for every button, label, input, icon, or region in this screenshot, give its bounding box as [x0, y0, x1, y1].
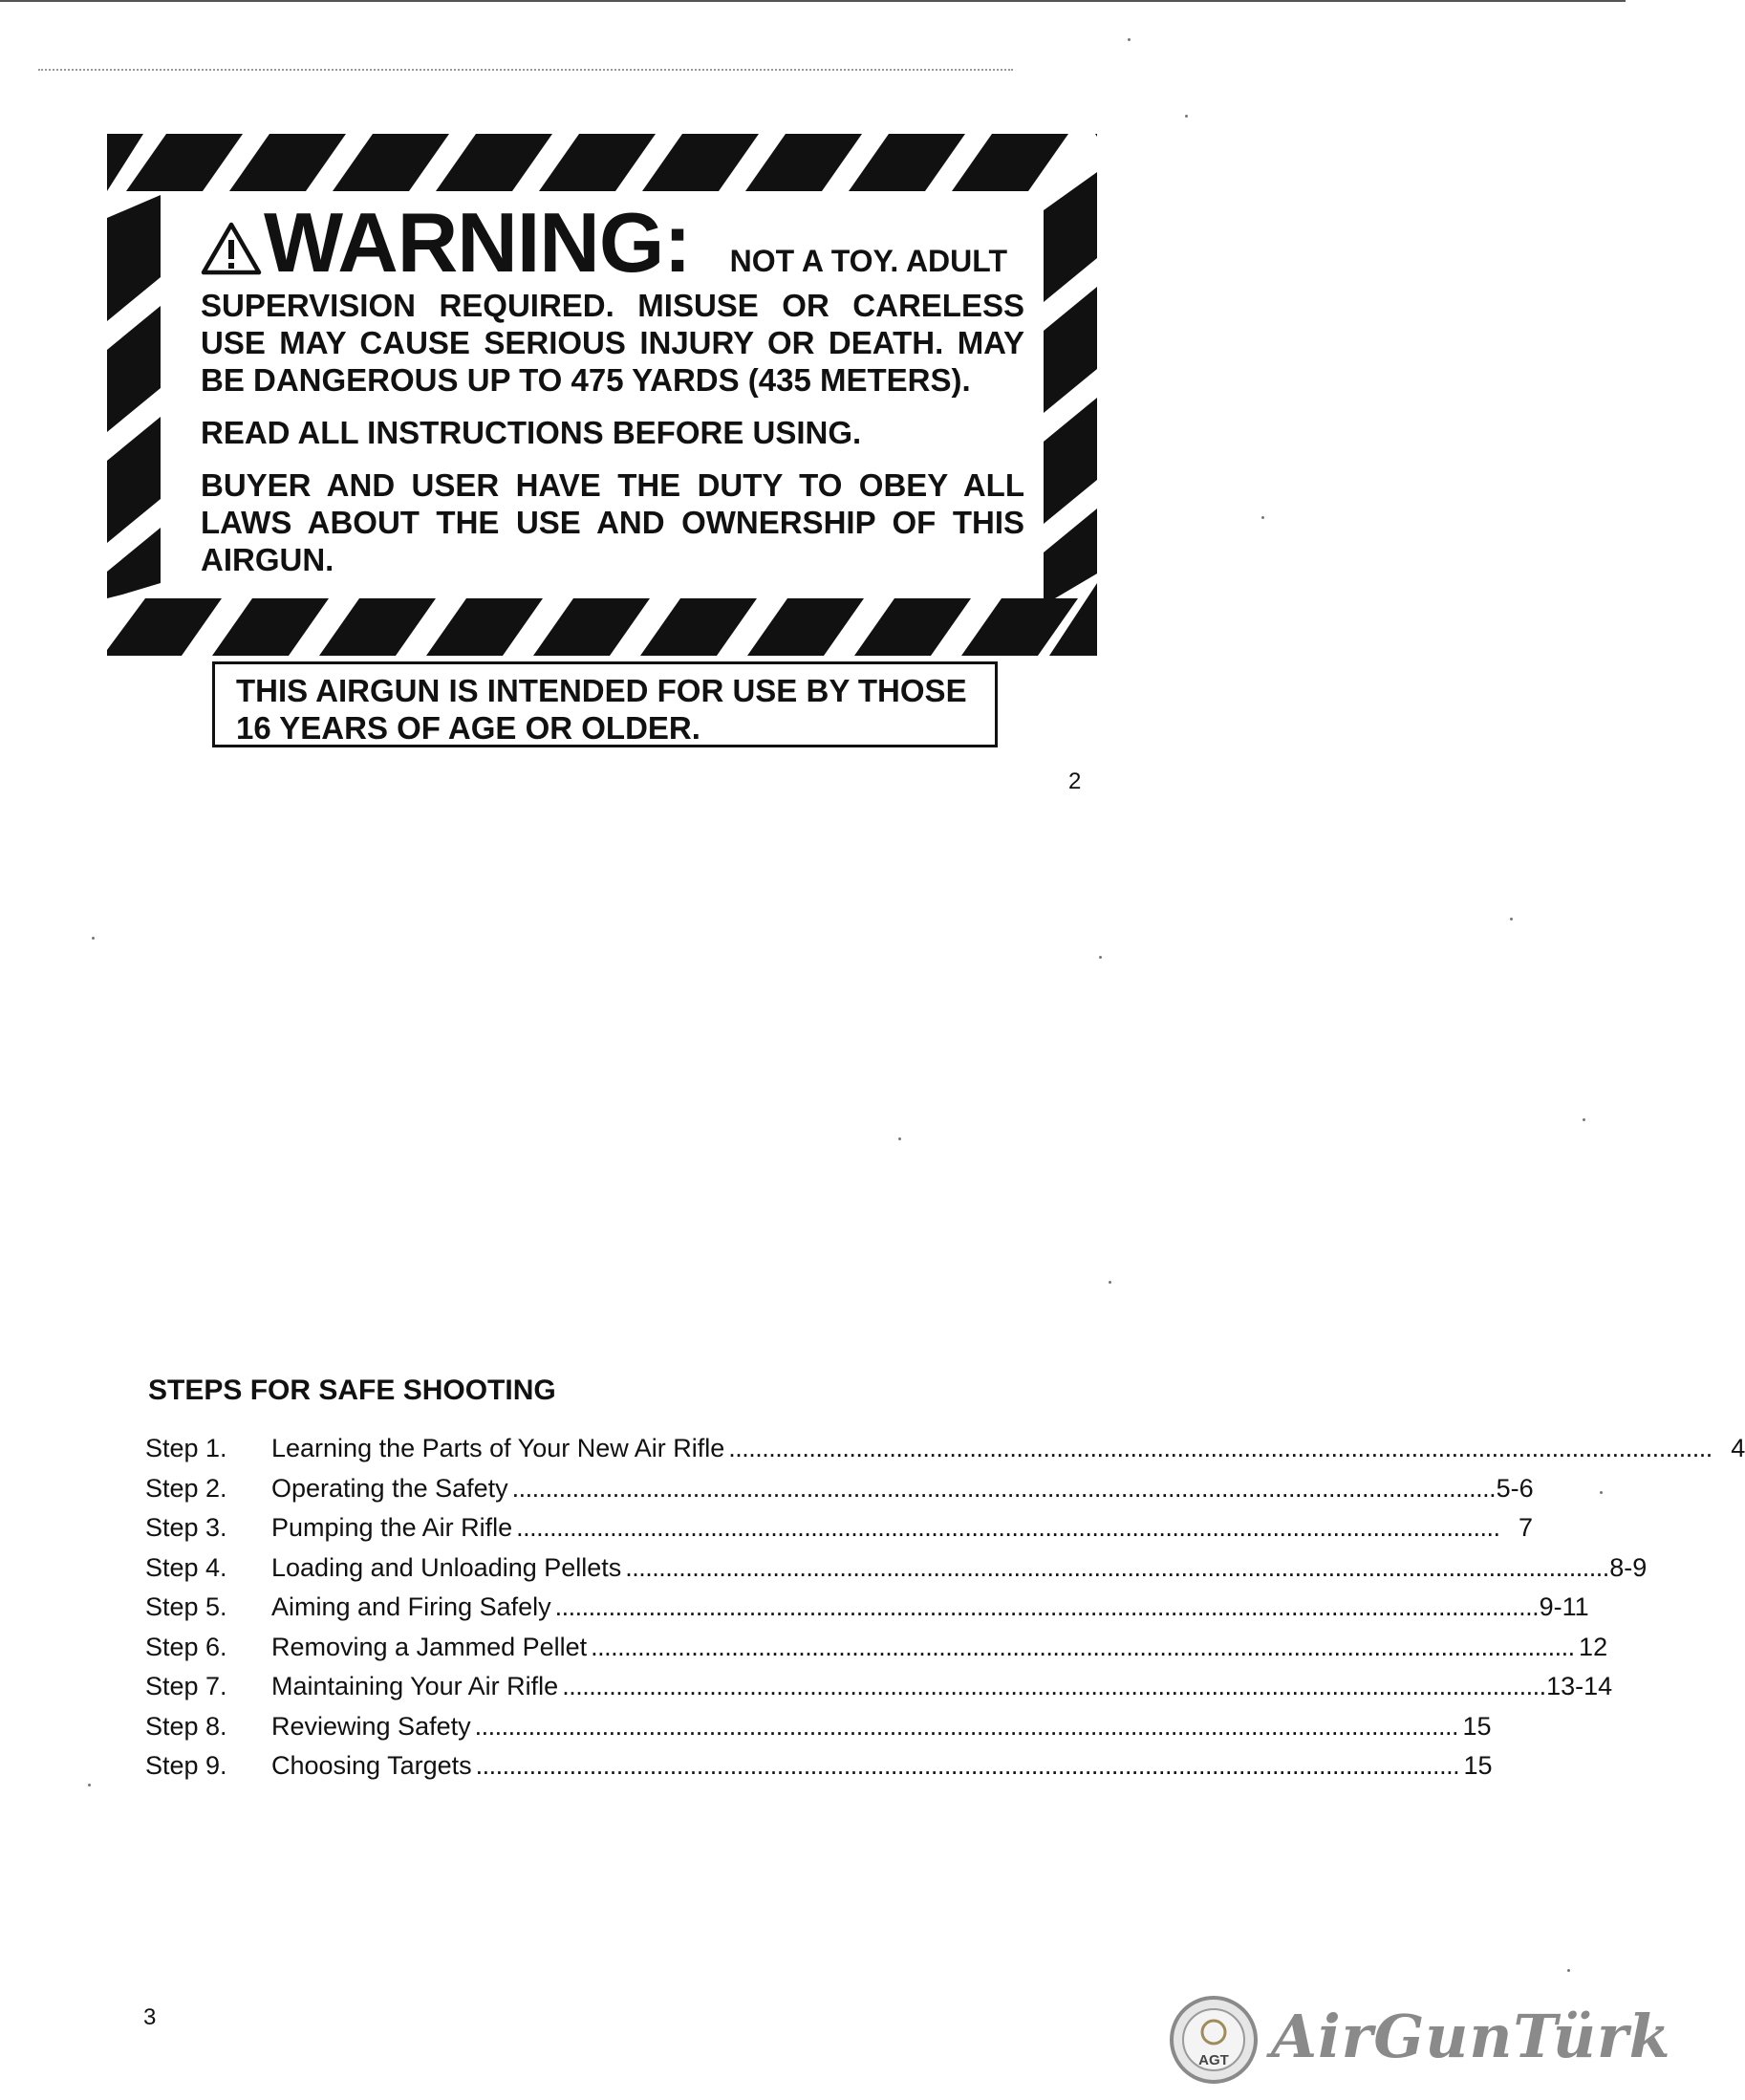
age-notice-line-2: 16 YEARS OF AGE OR OLDER. [236, 710, 700, 746]
scan-speck [1099, 956, 1102, 959]
scan-speck [1583, 1118, 1585, 1121]
warning-lead-text: NOT A TOY. ADULT [729, 244, 1007, 278]
toc-leader-dots [625, 1553, 1605, 1583]
scan-speck [898, 1137, 901, 1140]
toc-leader-dots [476, 1751, 1456, 1781]
toc-entry-title: Operating the Safety [271, 1473, 508, 1503]
toc-step-label: Step 4. [145, 1552, 227, 1582]
toc-row [145, 1552, 1648, 1593]
scan-speck [1510, 918, 1513, 920]
toc-row [145, 1592, 1589, 1633]
toc-leader-dots [591, 1633, 1571, 1662]
toc-page-number: 15 [1463, 1751, 1493, 1780]
toc-page-number: 9-11 [1539, 1592, 1589, 1621]
toc-page-number: 13-14 [1546, 1672, 1613, 1700]
toc-entry-title: Learning the Parts of Your New Air Rifle [271, 1434, 725, 1462]
scan-speck [88, 1784, 91, 1786]
toc-row [145, 1473, 1534, 1514]
toc-row [145, 1513, 1534, 1553]
table-of-contents [145, 1434, 1745, 1791]
scan-speck [1567, 1969, 1570, 1972]
toc-leader-dots [555, 1592, 1536, 1622]
toc-step-label: Step 2. [145, 1473, 227, 1503]
warning-triangle-icon [201, 222, 262, 275]
scan-speck [92, 937, 95, 940]
page-number-lower: 3 [143, 2004, 157, 2030]
toc-leader-dots [516, 1513, 1497, 1543]
toc-entry-title: Pumping the Air Rifle [271, 1513, 513, 1542]
toc-page-number: 12 [1579, 1632, 1608, 1661]
toc-page-number: 7 [1519, 1513, 1534, 1542]
logo-seal-icon [1168, 1994, 1260, 2086]
toc-page-number: 5-6 [1496, 1473, 1534, 1503]
toc-page-number: 8-9 [1609, 1552, 1648, 1582]
toc-heading: STEPS FOR SAFE SHOOTING [148, 1375, 556, 1406]
toc-entry-title: Maintaining Your Air Rifle [271, 1672, 559, 1700]
toc-step-label: Step 5. [145, 1592, 227, 1621]
toc-entry-title: Removing a Jammed Pellet [271, 1632, 588, 1661]
warning-paragraph-misuse: SUPERVISION REQUIRED. MISUSE OR CARELESS USE MAY CAUSE SERIOUS INJURY OR DEATH. MAY BE DANGEROUS UP TO 475 YARDS (435 METERS). [201, 288, 1024, 398]
toc-step-label: Step 1. [145, 1434, 227, 1462]
toc-step-label: Step 7. [145, 1672, 227, 1700]
toc-step-label: Step 8. [145, 1711, 227, 1741]
scan-speck [1109, 1281, 1111, 1284]
warning-paragraph-laws: BUYER AND USER HAVE THE DUTY TO OBEY ALL LAWS ABOUT THE USE AND OWNERSHIP OF THIS AIRGUN. [201, 467, 1024, 577]
scan-speck [1128, 38, 1131, 41]
toc-leader-dots [475, 1712, 1455, 1742]
logo-wordmark: AirGunTürk [1271, 2002, 1671, 2071]
airgunturk-watermark [1168, 1994, 1671, 2086]
toc-page-number: 15 [1462, 1711, 1492, 1741]
warning-colon: : [663, 195, 692, 290]
toc-entry-title: Aiming and Firing Safely [271, 1592, 551, 1621]
toc-row [145, 1434, 1745, 1474]
toc-leader-dots [562, 1672, 1542, 1701]
page-number-upper: 2 [1068, 769, 1082, 794]
toc-row [145, 1672, 1613, 1712]
toc-step-label: Step 9. [145, 1751, 227, 1780]
scan-artifact-line [38, 69, 1013, 71]
toc-entry-title: Choosing Targets [271, 1751, 472, 1780]
toc-leader-dots [512, 1474, 1493, 1504]
warning-title: WARNING [264, 195, 664, 290]
page-top-edge [0, 0, 1626, 2]
toc-entry-title: Loading and Unloading Pellets [271, 1552, 622, 1582]
toc-page-number: 4 [1731, 1434, 1745, 1462]
toc-row [145, 1751, 1493, 1791]
warning-header [201, 195, 1042, 290]
age-notice-line-1: THIS AIRGUN IS INTENDED FOR USE BY THOSE [236, 673, 967, 708]
age-notice-box [212, 661, 998, 747]
scan-speck [1600, 1491, 1603, 1494]
scan-speck [1261, 516, 1264, 519]
toc-leader-dots [728, 1434, 1709, 1463]
toc-row [145, 1632, 1608, 1673]
warning-paragraph-read-instructions: READ ALL INSTRUCTIONS BEFORE USING. [201, 415, 862, 450]
toc-step-label: Step 6. [145, 1632, 227, 1661]
toc-entry-title: Reviewing Safety [271, 1711, 471, 1741]
warning-content [201, 195, 1042, 578]
warning-box [107, 134, 1097, 656]
toc-row [145, 1711, 1492, 1752]
toc-step-label: Step 3. [145, 1513, 227, 1542]
scan-speck [1185, 115, 1188, 118]
logo-seal-text: AGT [1198, 2052, 1229, 2068]
